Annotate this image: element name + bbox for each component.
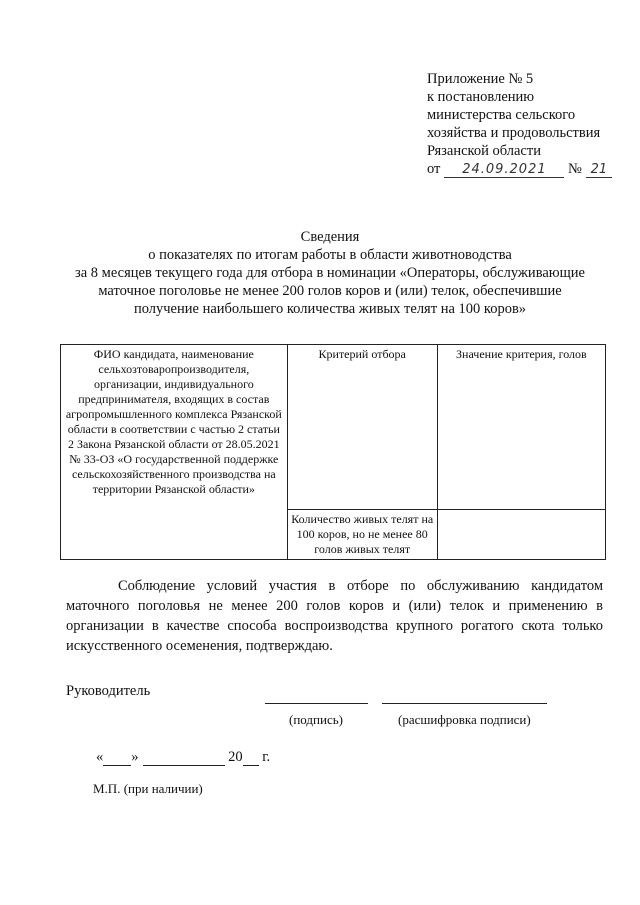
signature-decode-line[interactable] <box>382 703 547 704</box>
appendix-block <box>427 70 627 178</box>
appendix-line: Приложение № 5 <box>427 71 534 87</box>
number-sign: № <box>568 161 582 177</box>
criterion-header-cell <box>287 345 437 510</box>
handwritten-date: 24.09.2021 <box>444 163 564 178</box>
value-cell[interactable] <box>437 510 605 560</box>
appendix-line: к постановлению <box>427 89 535 105</box>
month-blank[interactable] <box>143 751 225 766</box>
open-quote: « <box>96 749 104 765</box>
year-prefix: 20 <box>228 749 243 765</box>
criteria-table <box>60 344 606 560</box>
appendix-line: министерства сельского <box>427 107 576 123</box>
appendix-line: хозяйства и продовольствия <box>427 125 601 141</box>
year-suffix: г. <box>258 749 271 765</box>
value-header-text: Значение критерия, голов <box>456 347 587 361</box>
candidate-header-cell <box>61 345 288 560</box>
close-quote: » <box>131 749 139 765</box>
table-header-row <box>61 345 606 510</box>
title-line: получение наибольшего количества живых телят на 100 коров» <box>133 301 527 317</box>
title-line: за 8 месяцев текущего года для отбора в номинации «Операторы, обслуживающие <box>75 265 585 281</box>
appendix-line: Рязанской области <box>427 143 541 159</box>
date-prefix: от <box>427 161 441 177</box>
signature-line[interactable] <box>265 703 368 704</box>
signature-caption: (подпись) <box>289 712 343 727</box>
date-line <box>96 749 270 766</box>
title-line: о показателях по итогам работы в области животноводства <box>148 247 512 263</box>
criterion-header-text: Критерий отбора <box>318 347 406 361</box>
candidate-header-text: ФИО кандидата, наименование сельхозтоваропроизводителя, организации, индивидуального предпринимателя, входящих в состав агропромышленного комплекса Рязанской области в соответствии с частью 2 статьи 2 Закона Рязанской области от 28.05.2021 № 33-ОЗ «О государственной поддержке сельскохозяйственного производства на территории Рязанской области» <box>65 347 282 496</box>
confirmation-paragraph: Соблюдение условий участия в отборе по обслуживанию кандидатом маточного поголовья не менее 200 голов коров и (или) телок и применению в организации в качестве способа воспроизводства крупного рогатого скота только искусственного осеменения, подтверждаю. <box>66 578 603 654</box>
decode-caption: (расшифровка подписи) <box>398 712 531 727</box>
title-line: Сведения <box>300 229 360 245</box>
criterion-text: Количество живых телят на 100 коров, но не менее 80 голов живых телят <box>291 512 434 556</box>
day-blank[interactable] <box>103 751 131 766</box>
title-line: маточное поголовье не менее 200 голов коров и (или) телок, обеспечившие <box>98 283 562 299</box>
appendix-date-row <box>427 160 627 178</box>
head-label: Руководитель <box>66 683 151 699</box>
stamp-label: М.П. (при наличии) <box>93 781 203 796</box>
handwritten-number: 21 <box>586 163 612 178</box>
document-title <box>40 228 620 318</box>
criterion-cell <box>287 510 437 560</box>
value-header-cell <box>437 345 605 510</box>
year-blank[interactable] <box>243 751 259 766</box>
